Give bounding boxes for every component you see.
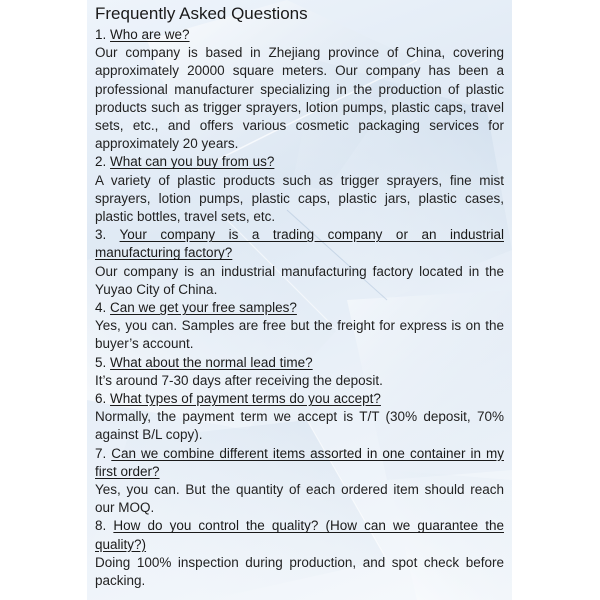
faq-answer: Our company is based in Zhejiang province of China, covering approximately 20000 square meters. Our company has been a professional manufacturer specializing in the production of plastic products such as trigger sprayers, lotion pumps, plastic caps, travel sets, etc., and offers various cosmetic packaging services for approximately 20 years.: [95, 45, 504, 152]
faq-question: [95, 226, 504, 262]
faq-content: [95, 2, 504, 590]
faq-item-8: [95, 517, 504, 590]
faq-panel: [87, 0, 512, 600]
question-number: 7.: [95, 445, 107, 461]
question-text: Can we get your free samples?: [110, 300, 297, 316]
faq-question: [95, 26, 504, 44]
faq-question: [95, 390, 504, 408]
faq-question: [95, 299, 504, 317]
question-number: 1.: [95, 27, 107, 42]
faq-answer: Normally, the payment term we accept is T/T (30% deposit, 70% against B/L copy).: [95, 409, 504, 443]
question-text: Your company is a trading company or an industrial manufacturing factory?: [95, 227, 504, 261]
faq-item-2: [95, 153, 504, 226]
faq-answer: Yes, you can. Samples are free but the freight for express is on the buyer’s account.: [95, 318, 504, 352]
question-number: 4.: [95, 300, 107, 316]
faq-question: [95, 517, 504, 553]
question-text: Can we combine different items assorted in one container in my first order?: [95, 445, 504, 479]
question-text: Who are we?: [110, 27, 190, 42]
question-text: What about the normal lead time?: [110, 354, 313, 370]
faq-answer: Yes, you can. But the quantity of each ordered item should reach our MOQ.: [95, 482, 504, 516]
faq-question: [95, 445, 504, 481]
faq-question: [95, 354, 504, 372]
question-number: 8.: [95, 518, 107, 534]
question-text: What can you buy from us?: [110, 154, 275, 170]
faq-item-4: [95, 299, 504, 354]
question-text: How do you control the quality? (How can we guarantee the quality?): [95, 518, 504, 552]
question-number: 6.: [95, 391, 107, 407]
faq-item-7: [95, 445, 504, 518]
faq-answer: It’s around 7-30 days after receiving the deposit.: [95, 372, 383, 388]
question-text: What types of payment terms do you accept?: [110, 391, 381, 407]
faq-item-1: [95, 26, 504, 153]
page-title: Frequently Asked Questions: [95, 4, 308, 23]
faq-answer: Our company is an industrial manufacturing factory located in the Yuyao City of China.: [95, 263, 504, 297]
question-number: 5.: [95, 354, 107, 370]
faq-answer: Doing 100% inspection during production, and spot check before packing.: [95, 554, 504, 589]
faq-item-3: [95, 226, 504, 299]
faq-question: [95, 153, 504, 171]
faq-item-5: [95, 354, 504, 390]
question-number: 3.: [95, 227, 107, 243]
faq-answer: A variety of plastic products such as trigger sprayers, fine mist sprayers, lotion pumps, plastic caps, plastic jars, plastic cases, plastic bottles, travel sets, etc.: [95, 172, 504, 225]
question-number: 2.: [95, 154, 107, 170]
faq-item-6: [95, 390, 504, 445]
